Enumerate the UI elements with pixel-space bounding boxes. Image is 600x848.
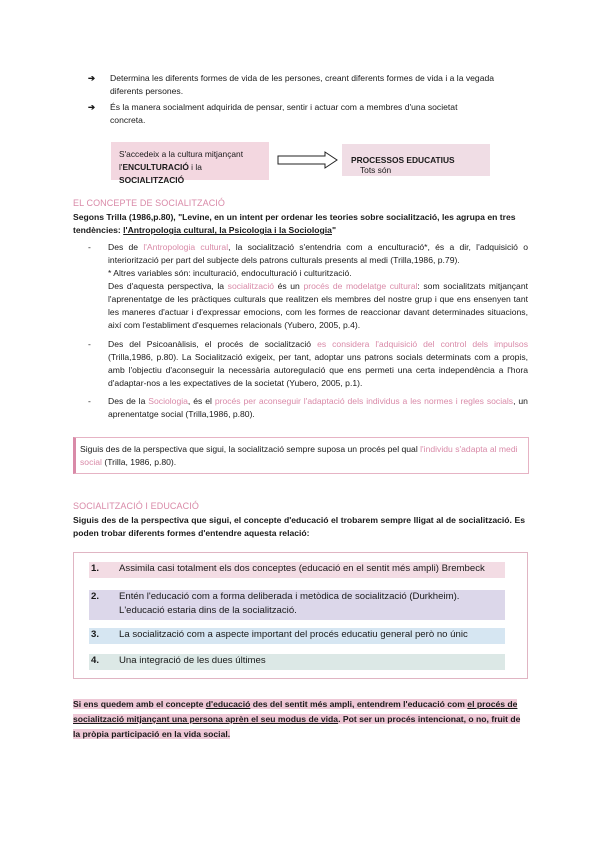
- section-title: SOCIALITZACIÓ I EDUCACIÓ: [73, 501, 199, 511]
- relations-list: [73, 552, 528, 679]
- box-text-line1: S'accedeix a la cultura mitjançant: [119, 149, 244, 159]
- list-item: 3. La socialització com a aspecte important del procés educatiu general però no únic: [89, 628, 505, 644]
- arrow-right-icon: ➔: [88, 102, 96, 112]
- bullet-item-2: [88, 101, 524, 127]
- key-idea-text: Siguis des de la perspectiva que sigui, la socialització sempre suposa un procés pel qual l'individu s'adapta al medi social (Trilla, 1986, p.80).: [80, 444, 518, 467]
- bullet-line: diferents persones.: [110, 86, 184, 96]
- list-item-anthropology: - Des de l'Antropologia cultural, la socialització s'entendria com a enculturació*, és a dir, l'adquisició o interiorització per part del subjecte dels patrons culturals presents al medi (Trilla,1986, p.79). * Altres variables són: inculturació, endoculturació i culturització. Des d'aquesta perspectiva, la socialització és un procés de modelatge cultural: som socialitzats mitjançant l'aprenentatge de les pràctiques culturals que realitzen els membres del nostre grup i que ens ensenyen tant les maneres d'actuar i d'expressar emocions, com les formes de reaccionar davant determinades situacions, així com l'establiment d'esquemes relacionals (Yubero, 2005, p.4).: [88, 242, 528, 330]
- list-item-sociology: - Des de la Sociologia, és el procés per aconseguir l'adaptació dels individus a les normes i regles socials, un aprenentatge social (Trilla,1986, p.80).: [88, 396, 528, 419]
- box2-text: Tots són PROCESSOS EDUCATIUS: [351, 155, 455, 175]
- list-item: 4. Una integració de les dues últimes: [89, 654, 505, 670]
- box-text-line2: l'ENCULTURACIÓ i la SOCIALITZACIÓ: [119, 162, 202, 185]
- bullet-line: concreta.: [110, 115, 146, 125]
- enculturation-box: [111, 142, 269, 185]
- arrow-right-icon: ➔: [88, 73, 96, 83]
- section-intro: Segons Trilla (1986,p.80), "Levine, en un intent per ordenar les teories sobre socialització, les agrupa en tres tendències: l'Antropologia cultural, la Psicologia i la Sociologia": [73, 212, 516, 235]
- section-intro: Siguis des de la perspectiva que sigui, el concepte d'educació el trobarem sempre lligat al de socialització. Es poden trobar diferents formes d'entendre aquesta relació:: [73, 515, 525, 538]
- bullet-line: És la manera socialment adquirida de pensar, sentir i actuar com a membres d'una societat: [110, 102, 458, 112]
- key-idea-box: [73, 437, 529, 474]
- arrow-right-icon: [277, 151, 339, 169]
- educational-processes-box: [342, 144, 490, 176]
- conclusion-text: Si ens quedem amb el concepte d'educació des del sentit més ampli, entendrem l'educació com el procés de socialització mitjançant una persona aprèn el seu modus de vida. Pot ser un procés intencionat, o no, fruit de la pròpia participació en la vida social.: [73, 699, 521, 739]
- list-item-psychoanalysis: - Des del Psicoanàlisis, el procés de socialització es considera l'adquisició del control dels impulsos (Trilla,1986, p.80). La Socialització exigeix, per tant, adoptar uns patrons socials determinats com a propis, amb l'objectiu d'aconseguir la necessària autoregulació que ens permeti una certa independència a l'hora d'adaptar-nos a les expectatives de la societat (Yubero, 2005, p.1).: [88, 339, 528, 388]
- bullet-line: Determina les diferents formes de vida de les persones, creant diferents formes de vida i a la vegada: [110, 73, 495, 83]
- bullet-item-1: [88, 72, 524, 98]
- section-title: EL CONCEPTE DE SOCIALITZACIÓ: [73, 198, 225, 208]
- list-item: 1. Assimila casi totalment els dos conceptes (educació en el sentit més ampli) Brembeck: [89, 562, 505, 578]
- list-item: 2. Entén l'educació com a forma deliberada i metòdica de socialització (Durkheim). L'educació estaria dins de la socialització.: [89, 590, 505, 620]
